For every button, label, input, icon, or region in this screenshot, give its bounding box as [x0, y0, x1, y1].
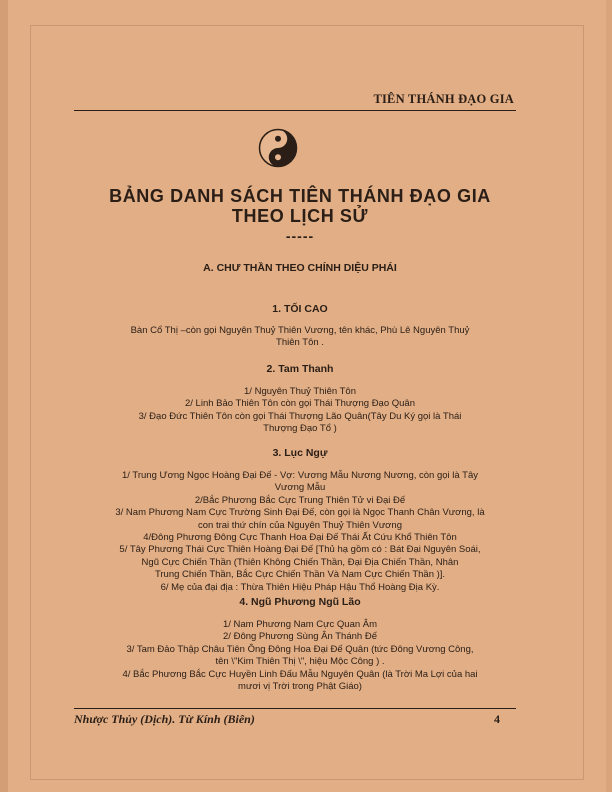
text-line: 1/ Trung Ương Ngọc Hoàng Đại Đế - Vợ: Vương Mẫu Nương Nương, còn gọi là Tây: [122, 470, 478, 481]
text-line: 2/Bắc Phương Bắc Cực Trung Thiên Tử vi Đại Đế: [194, 494, 406, 506]
section-2-heading: 2. Tam Thanh: [266, 363, 334, 375]
yin-yang-icon: [258, 128, 298, 168]
text-line: con trai thứ chín của Nguyên Thuỷ Thiên Vương: [198, 519, 402, 531]
text-line: Thiên Tôn .: [276, 337, 324, 349]
section-3-text: [62, 470, 538, 594]
section-4-heading: 4. Ngũ Phương Ngũ Lão: [239, 596, 361, 608]
section-3-heading: 3. Lục Ngự: [272, 447, 328, 459]
section-a-heading: A. CHƯ THẦN THEO CHÍNH DIỆU PHÁI: [203, 262, 397, 274]
text-line: 2/ Đông Phương Sùng Ân Thánh Đế: [223, 631, 377, 643]
main-title-line-1: BẢNG DANH SÁCH TIÊN THÁNH ĐẠO GIA: [109, 186, 491, 206]
text-line: 3/ Tam Đảo Thập Châu Tiên Ông Đông Hoa Đại Đế Quân (tức Đông Vương Công,: [126, 643, 474, 655]
text-line: 3/ Đạo Đức Thiên Tôn còn gọi Thái Thượng Lão Quân(Tây Du Ký gọi là Thái: [138, 410, 462, 422]
text-line: 4/ Bắc Phương Bắc Cực Huyền Linh Đấu Mẫu Nguyên Quân (là Trời Ma Lợi của hai: [122, 668, 478, 680]
text-line: 1/ Nam Phương Nam Cực Quan Âm: [222, 619, 378, 630]
text-line: Thượng Đạo Tổ ): [263, 423, 337, 435]
section-4-text: [62, 619, 538, 693]
text-line: Vương Mẫu: [274, 482, 326, 494]
text-line: 3/ Nam Phương Nam Cực Trường Sinh Đại Đế, còn gọi là Ngọc Thanh Chân Vương, là: [115, 507, 485, 519]
footer-credit: Nhược Thủy (Dịch). Từ Kính (Biên): [74, 712, 255, 726]
page-number: 4: [494, 712, 500, 726]
text-line: 2/ Linh Bảo Thiên Tôn còn gọi Thái Thượng Đạo Quân: [184, 398, 415, 410]
text-line: tên \"Kim Thiên Thị \", hiệu Mộc Công ) .: [215, 656, 385, 668]
main-title-line-2: THEO LỊCH SỬ: [231, 206, 369, 226]
section-2-text: [62, 386, 538, 436]
text-line: 4/Đông Phương Đông Cực Thanh Hoa Đại Đế Thái Ất Cứu Khổ Thiên Tôn: [143, 532, 457, 544]
section-1-text: [62, 325, 538, 350]
text-line: Trung Chiến Thần, Bắc Cực Chiến Thần Và Nam Cực Chiến Thần )].: [154, 569, 446, 581]
text-line: Bàn Cổ Thị –còn gọi Nguyên Thuỷ Thiên Vương, tên khác, Phù Lê Nguyên Thuỷ: [130, 325, 470, 336]
running-header: TIÊN THÁNH ĐẠO GIA: [373, 92, 514, 106]
section-1-heading: 1. TỐI CAO: [272, 303, 328, 315]
text-line: Ngũ Cực Chiến Thần (Thiên Không Chiến Thần, Đại Địa Chiến Thần, Nhân: [141, 556, 459, 568]
text-line: 6/ Mẹ của đại địa : Thừa Thiên Hiệu Pháp Hậu Thổ Hoàng Địa Kỳ.: [160, 581, 440, 593]
text-line: 5/ Tây Phương Thái Cực Thiên Hoàng Đại Đế [Thủ hạ gồm có : Bát Đại Nguyên Soái,: [119, 544, 481, 556]
text-line: 1/ Nguyên Thuỷ Thiên Tôn: [244, 386, 356, 397]
title-divider: -----: [285, 228, 315, 244]
footer-rule: [74, 708, 516, 709]
text-line: mươi vị Trời trong Phật Giáo): [238, 681, 362, 693]
header-rule: [74, 110, 516, 111]
